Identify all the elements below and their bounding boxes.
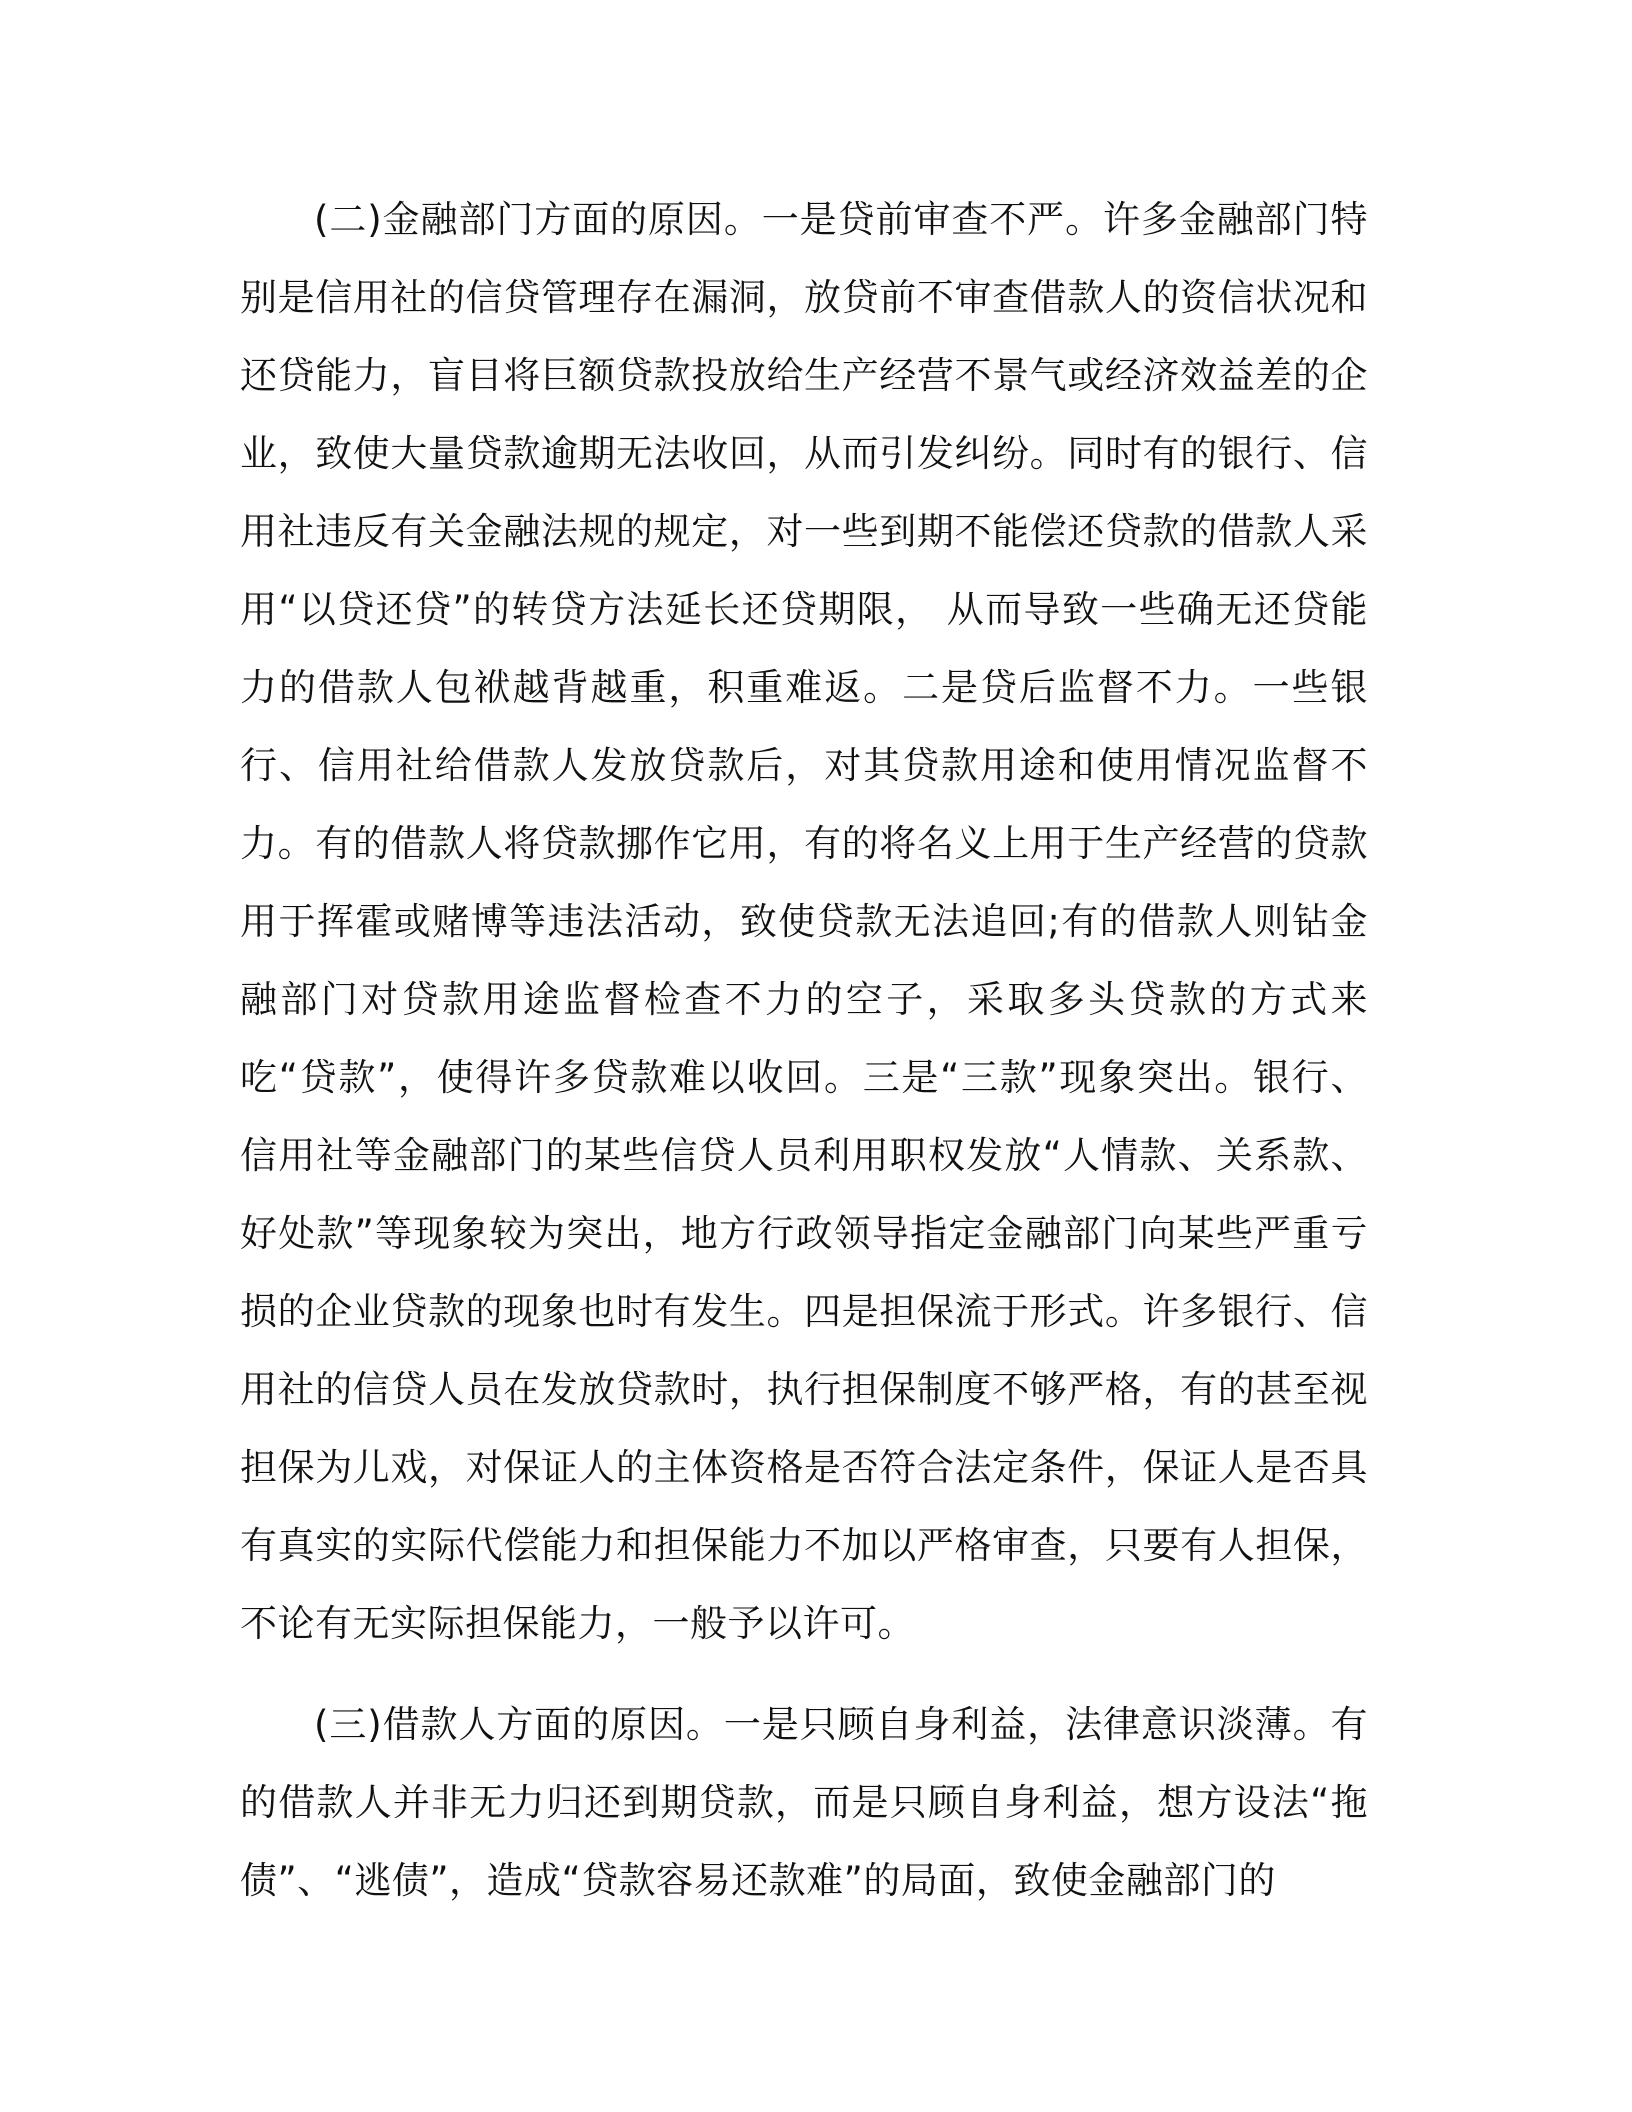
paragraph-text: (三)借款人方面的原因。一是只顾自身利益，法律意识淡薄。有的借款人并非无力归还到期贷款，而是只顾自身利益，想方设法“拖债”、“逃债”，造成“贷款容易还款难”的局面，致使金融部门的 (240, 1703, 1368, 1902)
paragraph-financial-causes (240, 181, 1368, 1663)
paragraph-borrower-causes (240, 1686, 1368, 1920)
paragraph-text: (二)金融部门方面的原因。一是贷前审查不严。许多金融部门特别是信用社的信贷管理存在漏洞，放贷前不审查借款人的资信状况和还贷能力，盲目将巨额贷款投放给生产经营不景气或经济效益差的企业，致使大量贷款逾期无法收回，从而引发纠纷。同时有的银行、信用社违反有关金融法规的规定，对一些到期不能偿还贷款的借款人采用“以贷还贷”的转贷方法延长还贷期限， 从而导致一些确无还贷能力的借款人包袱越背越重，积重难返。二是贷后监督不力。一些银行、信用社给借款人发放贷款后，对其贷款用途和使用情况监督不力。有的借款人将贷款挪作它用，有的将名义上用于生产经营的贷款用于挥霍或赌博等违法活动，致使贷款无法追回;有的借款人则钻金融部门对贷款用途监督检查不力的空子，采取多头贷款的方式来吃“贷款”，使得许多贷款难以收回。三是“三款”现象突出。银行、信用社等金融部门的某些信贷人员利用职权发放“人情款、关系款、好处款”等现象较为突出，地方行政领导指定金融部门向某些严重亏损的企业贷款的现象也时有发生。四是担保流于形式。许多银行、信用社的信贷人员在发放贷款时，执行担保制度不够严格，有的甚至视担保为儿戏，对保证人的主体资格是否符合法定条件，保证人是否具有真实的实际代偿能力和担保能力不加以严格审查，只要有人担保，不论有无实际担保能力，一般予以许可。 (240, 198, 1368, 1645)
